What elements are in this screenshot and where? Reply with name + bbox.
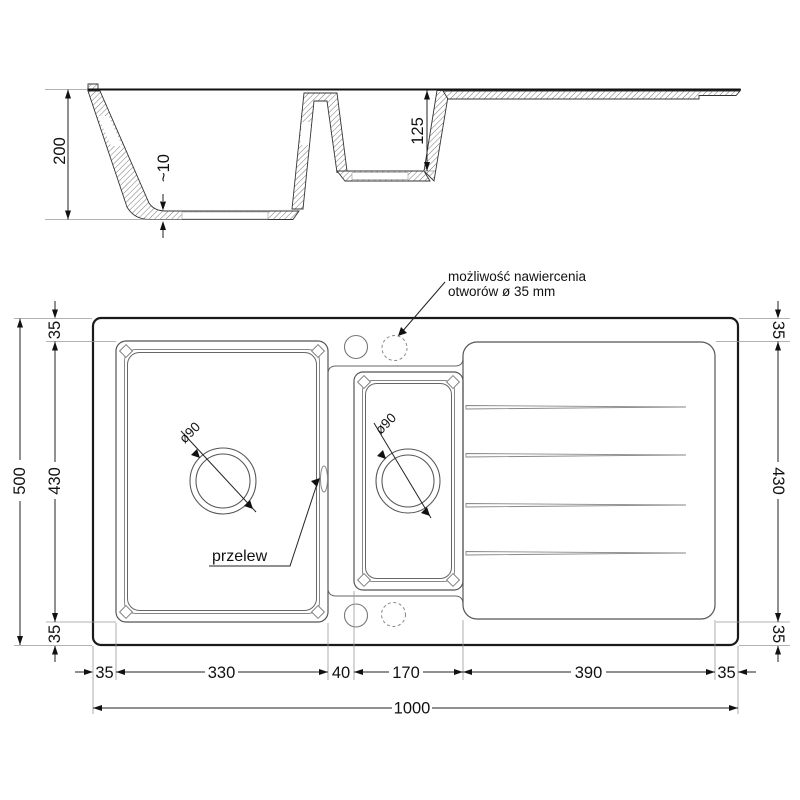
arrowhead [84,669,93,675]
section-drainer-slab [443,91,740,99]
arrowhead [775,342,781,351]
main-bowl-inner-rim2 [128,353,317,611]
arrowhead [738,669,747,675]
arrowhead [424,91,430,100]
dim-divider: 40 [331,664,351,682]
arrowhead [454,669,463,675]
arrowhead [775,613,781,622]
section-divider [292,93,347,209]
drainer-groove [466,454,686,458]
main-drain-inner [196,454,250,508]
main-bowl-outer-rim [116,341,328,622]
rim-corner-chamfer [120,606,133,619]
arrowhead [729,705,738,711]
arrowhead [311,478,320,487]
arrowhead [52,342,58,351]
dim-small-bowl: 170 [392,664,420,682]
arrowhead [93,705,102,711]
drill-note-line1: możliwość nawiercenia [448,269,587,284]
overflow-slot [321,466,328,492]
rim-corner-chamfer [312,606,325,619]
dim-right-bottom-margin: 35 [769,624,787,644]
arrowhead [52,310,58,319]
arrowhead [463,669,472,675]
small-drain-diameter-label: ø90 [372,410,400,438]
dim-left-margin: 35 [95,664,114,682]
optional-drill-hole-top [382,336,407,361]
arrowhead [65,211,71,220]
arrowhead [65,90,71,99]
small-drain-inner [382,455,434,507]
dim-total-height: 500 [11,467,29,495]
drain-dim-line [181,431,256,512]
drill-note-leader [401,282,445,333]
dim-right-margin: 35 [717,664,736,682]
optional-drill-hole-bottom [382,603,406,627]
dim-left-bowls: 430 [46,467,64,495]
arrowhead [17,319,23,328]
drainer-area [463,342,715,619]
overflow-label: przelew [212,548,268,565]
rim-corner-chamfer [120,345,133,358]
section-small-drain-zone [352,173,408,180]
dim-left-bottom-margin: 35 [46,624,64,644]
dim-right-bowls: 430 [769,467,787,495]
arrowhead [775,310,781,319]
dim-depth-small: 125 [409,117,427,145]
section-view [45,84,740,238]
arrowhead [354,669,363,675]
drainer-groove [466,552,686,556]
rim-corner-chamfer [312,345,325,358]
arrowhead [160,202,166,211]
drainer-groove [466,504,686,508]
plan-view [93,269,738,645]
dim-main-bowl: 330 [207,664,236,682]
dim-total-width: 1000 [393,699,431,718]
dim-left-top-margin: 35 [46,320,64,340]
drainer-groove [466,406,686,410]
arrowhead [319,669,328,675]
dim-bottom-thickness: ~10 [155,154,173,182]
main-drain-diameter-label: ø90 [176,419,204,447]
arrowhead [706,669,715,675]
arrowhead [160,221,166,230]
arrowhead [775,646,781,655]
dim-depth-total: 200 [51,137,69,165]
tap-hole-bottom [345,604,368,627]
arrowhead [52,646,58,655]
section-main-bowl-wall [88,91,299,220]
drill-note-line2: otworów ø 35 mm [448,284,556,299]
arrowhead [52,613,58,622]
arrowhead [377,450,386,459]
arrowhead [17,636,23,645]
section-main-drain-zone [182,212,268,219]
dim-right-top-margin: 35 [769,320,787,340]
dim-drainer: 390 [574,664,603,682]
main-bowl-inner-rim [125,350,320,614]
arrowhead [116,669,125,675]
tap-hole-top [345,336,368,359]
